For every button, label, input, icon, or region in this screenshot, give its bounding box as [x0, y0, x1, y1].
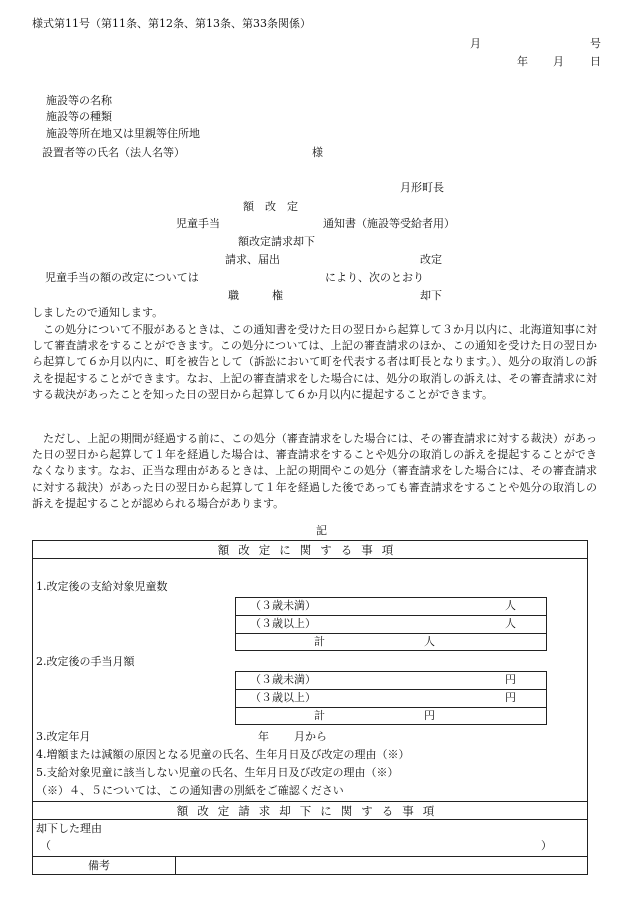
- item-3-label: 3.改定年月: [36, 730, 91, 743]
- divider: [235, 633, 547, 634]
- revision-section-header: 額改定に関する事項: [217, 543, 403, 557]
- title-suffix: 通知書（施設等受給者用）: [323, 217, 455, 230]
- item-3-month: 月から: [294, 730, 327, 743]
- amount-total-unit: 円: [424, 709, 435, 722]
- children-over3-unit: 人: [505, 617, 516, 630]
- amount-over3-unit: 円: [505, 691, 516, 704]
- open-paren: （: [40, 839, 51, 852]
- facility-type-label: 施設等の種類: [46, 110, 112, 123]
- children-total-unit: 人: [424, 635, 435, 648]
- honorific: 様: [312, 146, 323, 159]
- amount-total-label: 計: [314, 709, 325, 722]
- date-month: 月: [553, 55, 564, 68]
- title-option-revise: 額 改 定: [243, 200, 298, 213]
- facility-name-label: 施設等の名称: [46, 94, 112, 107]
- children-under3-unit: 人: [505, 599, 516, 612]
- founder-label: 設置者等の氏名（法人名等）: [42, 146, 185, 159]
- remarks-label: 備考: [88, 859, 110, 872]
- children-under3-label: （３歳未満）: [250, 599, 316, 612]
- ki-mark: 記: [316, 524, 327, 537]
- divider: [32, 558, 588, 559]
- option-revise: 改定: [420, 253, 442, 266]
- date-day: 日: [590, 55, 601, 68]
- item-5-label: 5.支給対象児童に該当しない児童の氏名、生年月日及び改定の理由（※）: [36, 766, 399, 779]
- sentence-end: しましたので通知します。: [32, 306, 164, 319]
- divider: [32, 856, 588, 857]
- children-over3-label: （３歳以上）: [250, 617, 316, 630]
- form-number: 様式第11号（第11条、第12条、第13条、第33条関係）: [32, 17, 311, 30]
- option-authority: 職 権: [228, 289, 283, 302]
- option-request: 請求、届出: [225, 253, 280, 266]
- issuer: 月形町長: [400, 181, 444, 194]
- facility-address-label: 施設等所在地又は里親等住所地: [46, 127, 200, 140]
- appeal-paragraph-2: ただし、上記の期間が経過する前に、この処分（審査請求をした場合には、その審査請求に対する裁決）があった日の翌日から起算して１年を経過した場合は、審査請求をすることや処分の取消しの訴えを提起することができなくなります。なお、正当な理由があるときは、上記の期間やこの処分（審査請求をした場合には、その審査請求に対する裁決）があった日の翌日から起算して１年を経過した後であっても審査請求をすることや処分の取消しの訴えを提起することが認められる場合があります。: [32, 432, 597, 510]
- rejection-section-header: 額改定請求却下に関する事項: [176, 804, 444, 818]
- item-4-label: 4.増額または減額の原因となる児童の氏名、生年月日及び改定の理由（※）: [36, 748, 410, 761]
- divider: [235, 707, 547, 708]
- appeal-paragraph-1: この処分について不服があるときは、この通知書を受けた日の翌日から起算して３か月以内に、北海道知事に対して審査請求をすることができます。この処分については、上記の審査請求のほか、この通知を受けた日の翌日から起算して６か月以内に、町を被告として（訴訟において町を代表する者は町長となります。）、処分の取消しの訴えを提起することができます。なお、上記の審査請求をした場合には、処分の取消しの訴えは、その審査請求に対する裁決があったことを知った日の翌日から起算して６か月以内に提起することができます。: [32, 323, 597, 401]
- number-go: 号: [590, 37, 601, 50]
- divider: [235, 689, 547, 690]
- item-3-year: 年: [258, 730, 269, 743]
- reject-reason-label: 却下した理由: [36, 822, 102, 835]
- option-reject: 却下: [420, 289, 442, 302]
- item-2-label: 2.改定後の手当月額: [36, 655, 135, 668]
- title-option-reject: 額改定請求却下: [238, 235, 315, 248]
- sentence-middle: により、次のとおり: [325, 271, 424, 284]
- amount-under3-label: （３歳未満）: [250, 673, 316, 686]
- date-year: 年: [517, 55, 528, 68]
- amount-under3-unit: 円: [505, 673, 516, 686]
- title-main: 児童手当: [176, 217, 220, 230]
- amount-over3-label: （３歳以上）: [250, 691, 316, 704]
- note-text: （※）４、５については、この通知書の別紙をご確認ください: [36, 784, 344, 797]
- item-1-label: 1.改定後の支給対象児童数: [36, 580, 168, 593]
- divider: [175, 856, 176, 875]
- number-month: 月: [470, 37, 481, 50]
- close-paren: ）: [541, 839, 552, 852]
- divider: [32, 801, 588, 802]
- sentence-lead: 児童手当の額の改定については: [45, 271, 199, 284]
- divider: [235, 615, 547, 616]
- children-total-label: 計: [314, 635, 325, 648]
- divider: [32, 819, 588, 820]
